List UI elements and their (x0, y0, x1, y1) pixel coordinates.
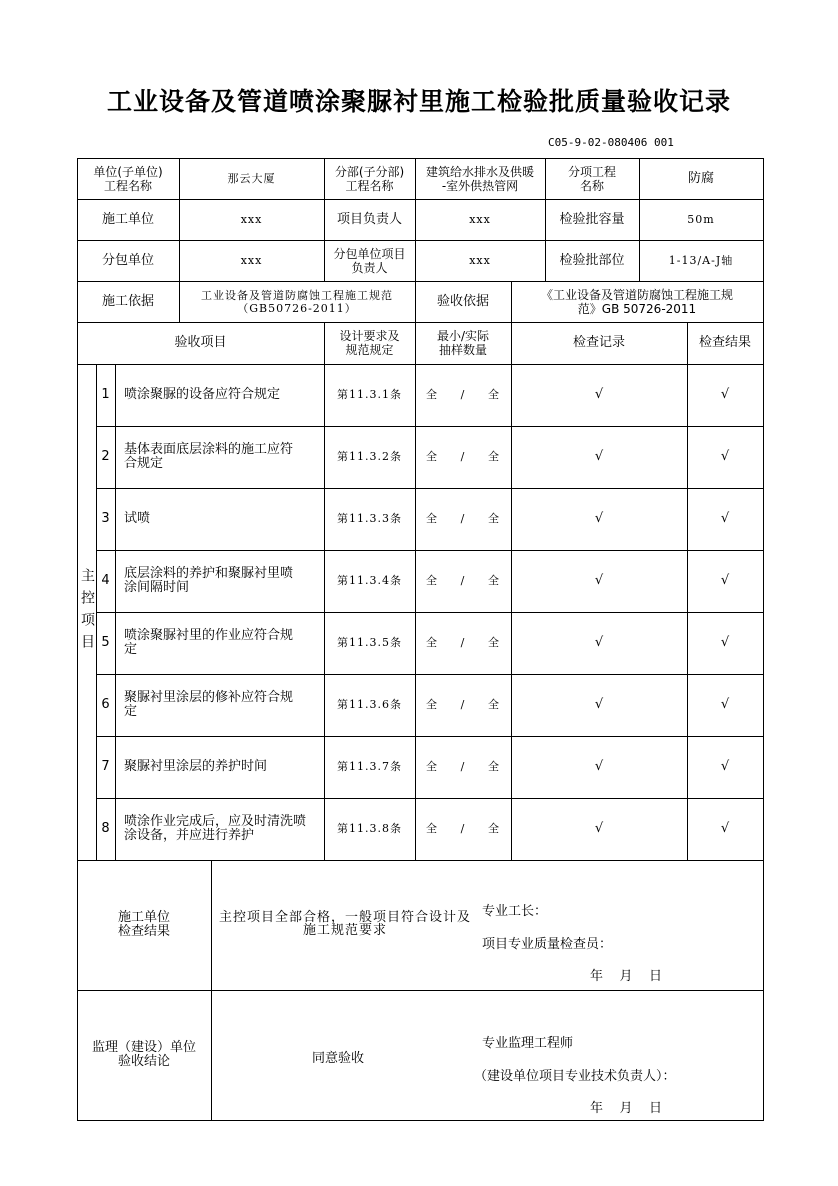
item-sample-slash: / (460, 574, 466, 587)
col-header-record: 检查记录 (572, 335, 625, 350)
item-number: 7 (101, 759, 110, 774)
supervision-conclusion: 同意验收 (312, 1051, 365, 1066)
subpm-label: 分包单位项目 负责人 (333, 246, 406, 275)
item-result: √ (720, 635, 730, 650)
item-text: 喷涂聚脲衬里的作业应符合规 定 (124, 628, 294, 657)
supervision-date: 年 月 日 (590, 1101, 663, 1116)
item-clause: 第11.3.2条 (337, 450, 402, 463)
item-sample-min: 全 (426, 450, 438, 463)
quality-inspector-label: 项目专业质量检查员： (482, 937, 613, 952)
item-record: √ (594, 759, 604, 774)
item-clause: 第11.3.4条 (337, 574, 402, 587)
item-number: 8 (101, 821, 110, 836)
item-sample-actual: 全 (488, 822, 500, 835)
location-label: 检验批部位 (559, 252, 625, 268)
item-record: √ (594, 449, 604, 464)
col-header-sampling: 最小/实际 抽样数量 (436, 329, 490, 357)
item-record: √ (594, 511, 604, 526)
item-text: 聚脲衬里涂层的养护时间 (124, 759, 268, 774)
item-sample-slash: / (460, 512, 466, 525)
sub-label: 分项工程 名称 (567, 164, 616, 193)
col-header-item: 验收项目 (174, 335, 227, 350)
item-result: √ (720, 449, 730, 464)
col-header-requirement: 设计要求及 规范规定 (339, 329, 400, 357)
item-sample-slash: / (460, 636, 466, 649)
item-text: 聚脲衬里涂层的修补应符合规 定 (124, 690, 294, 719)
item-clause: 第11.3.1条 (337, 388, 402, 401)
item-number: 5 (101, 635, 110, 650)
part-label: 分部(子分部) 工程名称 (334, 164, 405, 193)
item-result: √ (720, 697, 730, 712)
item-record: √ (594, 697, 604, 712)
check-conclusion: 主控项目全部合格，一般项目符合设计及 施工规范要求 (218, 910, 471, 938)
item-number: 3 (101, 511, 110, 526)
item-number: 4 (101, 573, 110, 588)
builder-label: 施工单位 (101, 211, 154, 227)
item-sample-actual: 全 (488, 636, 500, 649)
item-record: √ (594, 821, 604, 836)
acceptance-basis-label: 验收依据 (436, 293, 489, 309)
location-value: 1-13/A-J轴 (668, 253, 734, 267)
item-sample-min: 全 (426, 512, 438, 525)
item-text: 试喷 (124, 511, 151, 526)
supervision-label: 监理（建设）单位 验收结论 (91, 1040, 196, 1069)
item-text: 基体表面底层涂料的施工应符 合规定 (124, 442, 294, 471)
unit-value: 那云大厦 (227, 171, 276, 185)
subcontract-label: 分包单位 (101, 252, 154, 268)
pm-label: 项目负责人 (336, 211, 402, 227)
item-number: 1 (101, 387, 110, 402)
capacity-value: 50m (687, 212, 715, 226)
subcontract-value: xxx (240, 253, 263, 267)
owner-rep-label: （建设单位项目专业技术负责人）： (474, 1069, 676, 1084)
item-result: √ (720, 511, 730, 526)
item-result: √ (720, 573, 730, 588)
item-record: √ (594, 635, 604, 650)
item-sample-min: 全 (426, 636, 438, 649)
subpm-value: xxx (469, 253, 491, 267)
col-header-result: 检查结果 (698, 335, 751, 350)
foreman-label: 专业工长： (482, 904, 548, 919)
item-sample-slash: / (460, 698, 466, 711)
item-sample-actual: 全 (488, 574, 500, 587)
item-sample-actual: 全 (488, 388, 500, 401)
item-sample-slash: / (460, 760, 466, 773)
item-sample-slash: / (460, 450, 466, 463)
item-clause: 第11.3.3条 (337, 512, 402, 525)
item-sample-min: 全 (426, 822, 438, 835)
main-control-group-label (77, 364, 96, 860)
capacity-label: 检验批容量 (559, 211, 625, 227)
item-sample-actual: 全 (488, 450, 500, 463)
item-sample-min: 全 (426, 574, 438, 587)
item-clause: 第11.3.6条 (337, 698, 402, 711)
item-sample-slash: / (460, 388, 466, 401)
item-sample-actual: 全 (488, 760, 500, 773)
builder-value: xxx (240, 212, 263, 226)
item-result: √ (720, 759, 730, 774)
pm-value: xxx (469, 212, 491, 226)
item-sample-min: 全 (426, 388, 438, 401)
item-sample-slash: / (460, 822, 466, 835)
item-record: √ (594, 573, 604, 588)
item-text: 喷涂作业完成后，应及时清洗喷 涂设备，并应进行养护 (124, 814, 307, 843)
item-number: 2 (101, 449, 110, 464)
basis-label: 施工依据 (101, 293, 154, 309)
supervising-engineer-label: 专业监理工程师 (482, 1036, 574, 1051)
item-text: 喷涂聚脲的设备应符合规定 (124, 387, 281, 402)
item-sample-actual: 全 (488, 512, 500, 525)
item-sample-actual: 全 (488, 698, 500, 711)
item-result: √ (720, 821, 730, 836)
sub-value: 防腐 (687, 170, 714, 186)
acceptance-basis-value: 《工业设备及管道防腐蚀工程施工规 范》GB 50726-2011 (540, 287, 733, 316)
group-label-text: 主控项目 (79, 568, 95, 656)
item-clause: 第11.3.7条 (337, 760, 402, 773)
item-record: √ (594, 387, 604, 402)
check-date: 年 月 日 (590, 969, 663, 984)
basis-value: 工业设备及管道防腐蚀工程施工规范 （GB50726-2011） (201, 288, 393, 315)
item-result: √ (720, 387, 730, 402)
document-code: C05-9-02-080406 001 (548, 136, 674, 149)
item-clause: 第11.3.5条 (337, 636, 402, 649)
document-title: 工业设备及管道喷涂聚脲衬里施工检验批质量验收记录 (106, 87, 731, 116)
item-sample-min: 全 (426, 698, 438, 711)
unit-label: 单位(子单位) 工程名称 (93, 164, 163, 193)
item-sample-min: 全 (426, 760, 438, 773)
item-number: 6 (101, 697, 110, 712)
part-value: 建筑给水排水及供暖 -室外供热管网 (425, 164, 534, 193)
item-text: 底层涂料的养护和聚脲衬里喷 涂间隔时间 (124, 566, 294, 595)
check-result-label: 施工单位 检查结果 (117, 910, 170, 939)
item-clause: 第11.3.8条 (337, 822, 402, 835)
